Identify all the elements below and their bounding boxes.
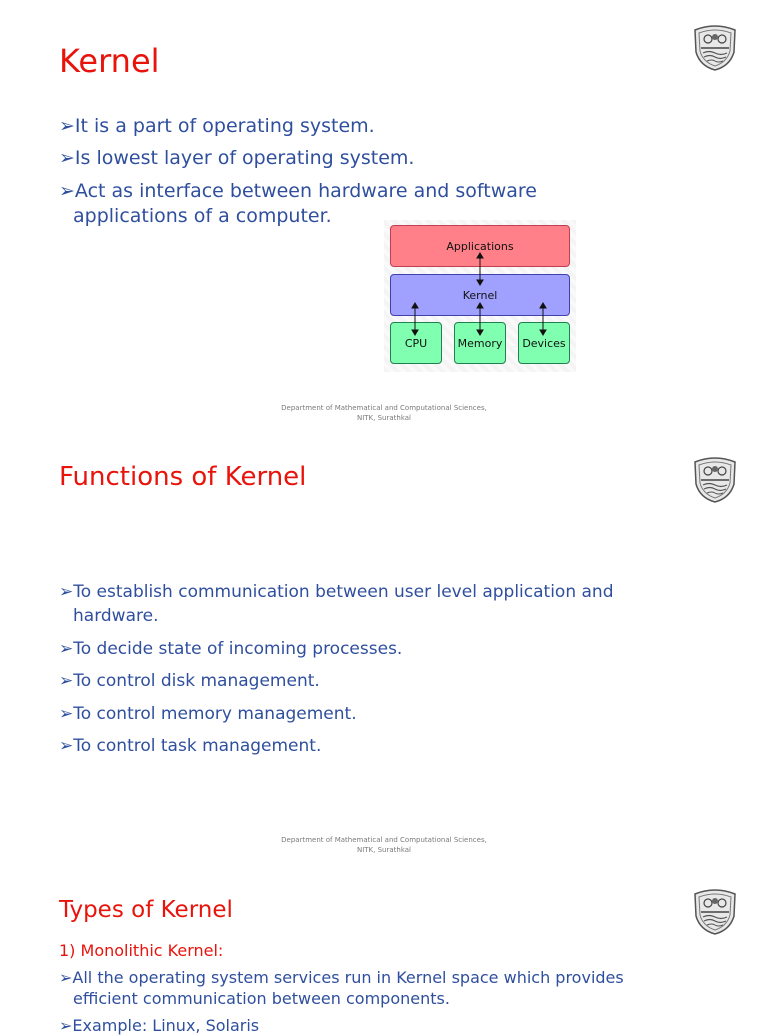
bullet-item: ➢To establish communication between user level application and bbox=[59, 582, 614, 602]
crest-logo-icon bbox=[690, 454, 740, 504]
section-subtitle: 1) Monolithic Kernel: bbox=[59, 941, 224, 960]
slide-title: Types of Kernel bbox=[59, 897, 233, 923]
diagram-kernel-box: Kernel bbox=[390, 274, 570, 316]
arrow-bullet-icon: ➢ bbox=[59, 671, 74, 691]
diagram-applications-box: Applications bbox=[390, 225, 570, 267]
arrow-bullet-icon: ➢ bbox=[59, 968, 73, 987]
bullet-item: ➢It is a part of operating system. bbox=[59, 115, 375, 137]
arrow-bullet-icon: ➢ bbox=[59, 115, 75, 137]
bullet-continuation: efficient communication between components. bbox=[73, 989, 450, 1008]
diagram-memory-box: Memory bbox=[454, 322, 506, 364]
bullet-item: ➢All the operating system services run in Kernel space which provides bbox=[59, 968, 624, 987]
slide-types-of-kernel bbox=[0, 864, 768, 1035]
slide-functions-of-kernel bbox=[0, 432, 768, 864]
arrow-bullet-icon: ➢ bbox=[59, 639, 74, 659]
slide-title: Kernel bbox=[59, 42, 160, 80]
arrow-bullet-icon: ➢ bbox=[59, 147, 75, 169]
bullet-item: ➢Is lowest layer of operating system. bbox=[59, 147, 415, 169]
bullet-item: ➢Act as interface between hardware and software bbox=[59, 180, 537, 202]
slide-title: Functions of Kernel bbox=[59, 462, 307, 492]
bullet-continuation: applications of a computer. bbox=[73, 205, 332, 227]
arrow-bullet-icon: ➢ bbox=[59, 582, 74, 602]
kernel-diagram bbox=[384, 220, 576, 372]
bullet-item: ➢Example: Linux, Solaris bbox=[59, 1016, 260, 1035]
slide-footer: Department of Mathematical and Computational Sciences, NITK, Surathkal bbox=[281, 404, 487, 422]
crest-logo-icon bbox=[690, 22, 740, 72]
diagram-devices-box: Devices bbox=[518, 322, 570, 364]
crest-logo-icon bbox=[690, 886, 740, 936]
arrow-bullet-icon: ➢ bbox=[59, 704, 74, 724]
diagram-cpu-box: CPU bbox=[390, 322, 442, 364]
arrow-bullet-icon: ➢ bbox=[59, 736, 74, 756]
bullet-item: ➢To control disk management. bbox=[59, 671, 320, 691]
arrow-bullet-icon: ➢ bbox=[59, 1016, 73, 1035]
bullet-item: ➢To decide state of incoming processes. bbox=[59, 639, 403, 659]
bullet-continuation: hardware. bbox=[73, 606, 159, 626]
arrow-bullet-icon: ➢ bbox=[59, 180, 75, 202]
slide-footer: Department of Mathematical and Computational Sciences, NITK, Surathkal bbox=[281, 836, 487, 854]
slide-kernel bbox=[0, 0, 768, 432]
bullet-item: ➢To control task management. bbox=[59, 736, 322, 756]
bullet-item: ➢To control memory management. bbox=[59, 704, 357, 724]
